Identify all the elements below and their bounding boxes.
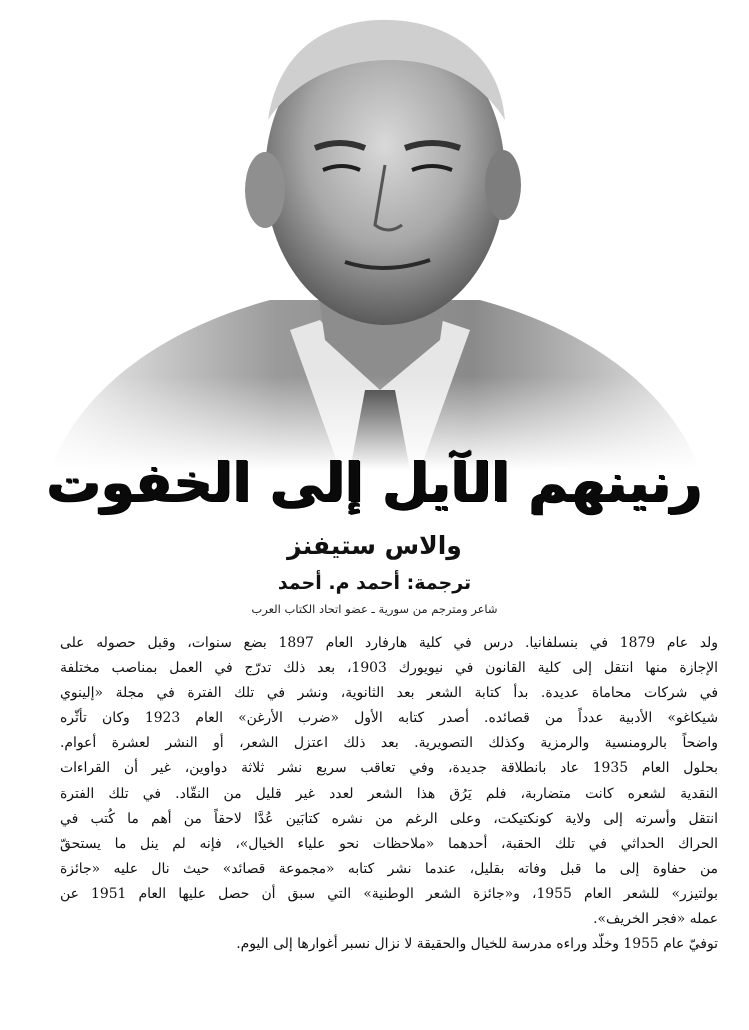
article-title: رنينهم الآيل إلى الخفوت [46, 451, 703, 514]
article-body [60, 631, 718, 957]
body-line: من حفاوة إلى ما قبل وفاته بقليل، عندما نشر كتابه «مجموعة قصائد» حيث نال عليه «جائزة [60, 860, 718, 877]
author-name: والاس ستيفنز [287, 531, 462, 560]
body-line: عمله «فجر الخريف». [593, 911, 718, 928]
body-line: في شركات محاماة عديدة. بدأ كتابة الشعر بعد الثانوية، ونشر في تلك الفترة في مجلة «إلينوي [60, 685, 718, 702]
body-line: واضحاً بالرومنسية والرمزية وكذلك التصويرية. بعد ذلك اعتزل الشعر، أو النشر لعشرة أعوام. [60, 735, 718, 752]
body-line: توفيّ عام 1955 وخلّد وراءه مدرسة للخيال والحقيقة لا نزال نسبر أغوارها إلى اليوم. [236, 936, 718, 953]
body-line: الحراك الحداثي في تلك الحقبة، أحدهما «ملاحظات نحو علياء الخيال»، فإنه لم ينل ما يستحقّ [60, 835, 718, 852]
translator-credit: ترجمة: أحمد م. أحمد [277, 572, 472, 594]
body-line: ولد عام 1879 في بنسلفانيا. درس في كلية هارفارد العام 1897 بضع سنوات، وقبل حصوله على [60, 635, 718, 651]
body-line: بولتيزر» للشعر العام 1955، و«جائزة الشعر الوطنية» التي سبق أن حصل عليها العام 1951 عن [60, 885, 718, 902]
body-line: انتقل وأسرته إلى ولاية كونكتيكت، وعلى الرغم من نشره كتابَين عُدَّا لاحقاً من أهم ما كُتب في [60, 810, 718, 827]
body-line: شيكاغو» الأدبية عدداً من قصائده. أصدر كتابه الأول «ضرب الأرغن» العام 1923 وكان تأثّره [60, 710, 718, 727]
author-portrait-photo [40, 0, 710, 470]
translator-bio: شاعر ومترجم من سورية ـ عضو اتحاد الكتاب العرب [251, 602, 498, 616]
body-line: بحلول العام 1935 عاد بانطلاقة جديدة، وفي تعاقب سريع نشر ثلاثة دواوين، غير أن القراءات [60, 760, 718, 777]
body-line: النقدية لشعره كانت متضاربة، فلم يَرُق هذا الشعر لعدد غير قليل من النقّاد. في تلك الفترة [60, 785, 718, 802]
body-line: الإجازة منها انتقل إلى كلية القانون في نيويورك 1903، بعد ذلك تدرّج في العمل بمناصب مختلفة [60, 660, 718, 677]
